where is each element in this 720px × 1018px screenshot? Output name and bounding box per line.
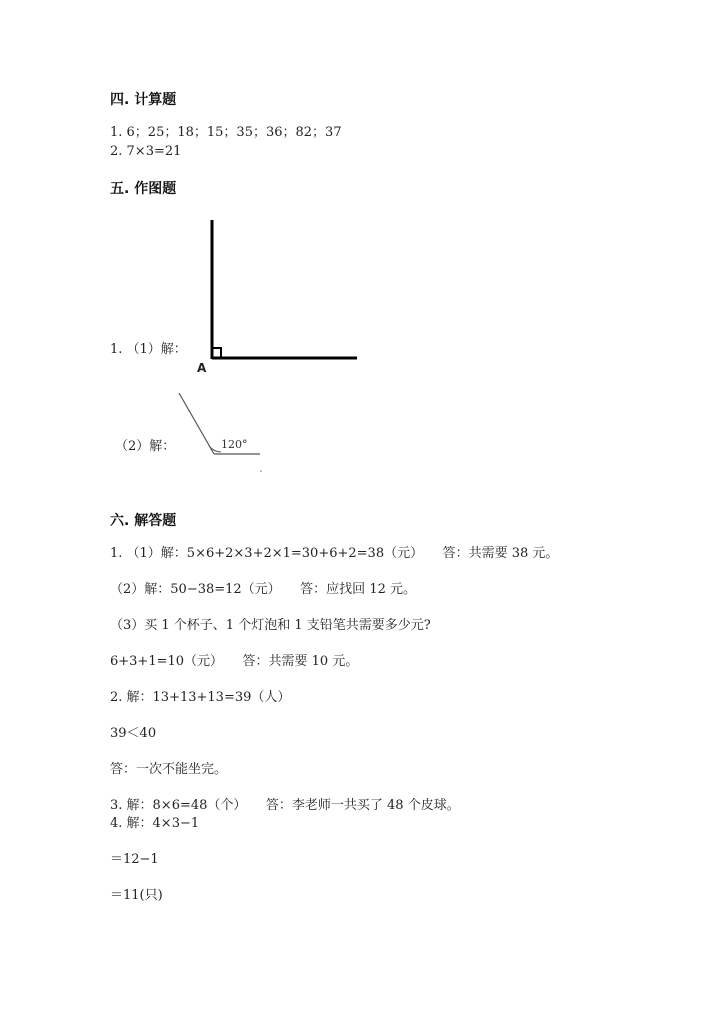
vertex-a-label: A	[197, 361, 207, 375]
solution-line: ＝12−1	[110, 852, 159, 867]
answer-line: 1. 6；25；18；15；35；36；82；37	[110, 125, 342, 140]
section-6-heading: 六. 解答题	[110, 513, 177, 529]
answer-line: 2. 7×3=21	[110, 144, 182, 159]
section-4-heading: 四. 计算题	[110, 92, 177, 108]
section-5-heading: 五. 作图题	[110, 181, 177, 197]
solution-line: （3）买 1 个杯子、1 个灯泡和 1 支铅笔共需要多少元?	[110, 618, 431, 633]
angle-label: 120°	[221, 438, 248, 451]
solution-line: 39＜40	[110, 726, 157, 741]
solution-line: 2. 解：13+13+13=39（人）	[110, 690, 291, 705]
question-1-label: 1. （1）解：	[110, 342, 187, 357]
question-2-label: （2）解：	[115, 439, 176, 454]
solution-line: ＝11(只)	[110, 888, 163, 903]
solution-line: 4. 解：4×3−1	[110, 816, 200, 831]
solution-line: （2）解：50−38=12（元） 答：应找回 12 元。	[110, 582, 416, 597]
solution-line: 6+3+1=10（元） 答：共需要 10 元。	[110, 654, 359, 669]
solution-line: 答：一次不能坐完。	[110, 762, 228, 777]
solution-line: 3. 解：8×6=48（个） 答：李老师一共买了 48 个皮球。	[110, 798, 460, 813]
solution-line: 1. （1）解：5×6+2×3+2×1=30+6+2=38（元） 答：共需要 38 元。	[110, 546, 559, 561]
